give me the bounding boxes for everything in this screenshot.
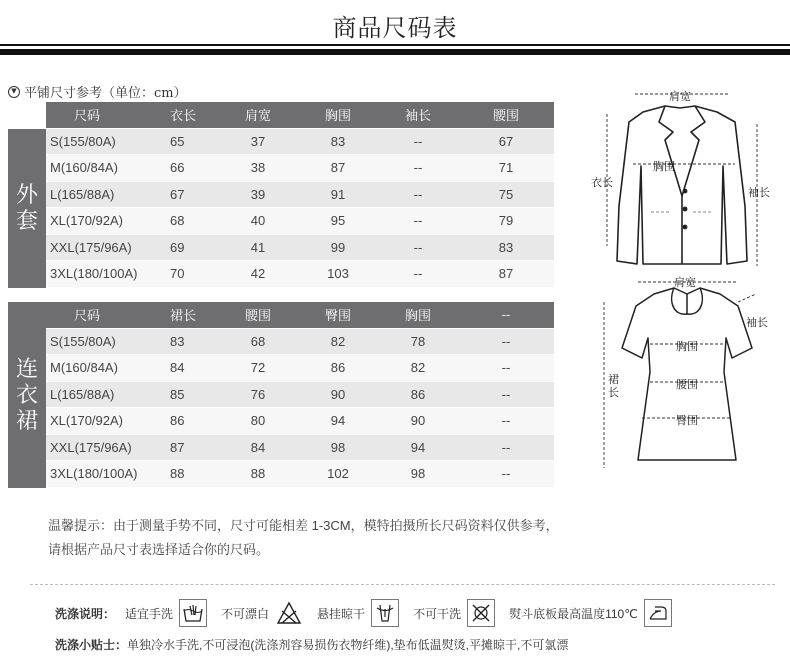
length-char: 裙 [608, 374, 619, 386]
care-item-label: 熨斗底板最高温度110℃ [509, 606, 638, 621]
table-cell: 67 [498, 133, 514, 149]
header-cell: 尺码 [74, 308, 101, 324]
no-bleach-icon [275, 599, 303, 627]
table-cell: -- [501, 386, 511, 402]
table-cell: 85 [170, 386, 185, 402]
sizing-note [48, 514, 559, 562]
table-cell: 87 [170, 439, 185, 455]
table-cell: 72 [250, 360, 266, 376]
table-cell: 86 [410, 386, 426, 402]
table-cell: 88 [170, 466, 185, 482]
dress-waist-label: 腰围 [676, 379, 698, 391]
table-cell: 82 [410, 360, 426, 376]
subheading-text: 平铺尺寸参考（单位：cm） [24, 86, 187, 101]
washing-tips [55, 636, 568, 653]
hang-dry-icon [371, 599, 399, 627]
dress-length-label [608, 374, 619, 400]
table-cell: 66 [170, 160, 185, 176]
table-cell: -- [501, 360, 511, 376]
table-cell: 103 [327, 266, 349, 282]
table-cell: 39 [250, 186, 266, 202]
table-cell: XL(170/92A) [50, 213, 123, 229]
note-line: 温馨提示：由于测量手势不同，尺寸可能相差 1-3CM，模特拍摄所长尺码资料仅供参考， [48, 518, 559, 533]
table-cell: -- [413, 213, 423, 229]
care-item-label: 不可干洗 [413, 606, 462, 621]
dress-size-section [8, 302, 554, 488]
table-cell: 82 [330, 333, 346, 349]
table-header-row [46, 302, 554, 329]
table-row [46, 129, 554, 156]
care-label: 洗涤说明： [55, 606, 116, 621]
note-line: 请根据产品尺寸表选择适合你的尺码。 [48, 542, 270, 557]
iron-icon [644, 599, 672, 627]
tips-text: 单独冷水手洗,不可浸泡(洗涤剂容易损伤衣物纤维),垫布低温熨烫,平摊晾干,不可氯漂 [127, 638, 569, 652]
table-cell: 37 [250, 133, 266, 149]
dress-sleeve-label: 袖长 [746, 317, 768, 329]
length-char: 长 [608, 387, 619, 399]
table-cell: 84 [170, 360, 185, 376]
unit-subheading [8, 82, 187, 101]
table-cell: 40 [250, 213, 266, 229]
chevron-down-icon: ▼ [8, 86, 20, 98]
table-cell: 69 [170, 239, 185, 255]
header-cell: 胸围 [324, 108, 351, 124]
jacket-size-table [46, 102, 554, 288]
table-cell: -- [413, 133, 423, 149]
table-row [46, 408, 554, 435]
table-cell: 78 [410, 333, 426, 349]
jacket-sleeve-label: 袖长 [748, 187, 770, 199]
label-char: 衣 [15, 382, 38, 407]
table-cell: -- [413, 266, 423, 282]
header-cell: 尺码 [74, 108, 101, 124]
table-cell: 95 [330, 213, 346, 229]
table-cell: 76 [250, 386, 266, 402]
table-cell: 83 [498, 239, 514, 255]
tips-label: 洗涤小贴士： [55, 638, 128, 652]
table-cell: 102 [327, 466, 349, 482]
jacket-section-label [8, 129, 46, 288]
table-cell: L(165/88A) [50, 186, 115, 202]
dress-shoulder-label: 肩宽 [674, 277, 696, 289]
table-cell: -- [501, 439, 511, 455]
care-item-label: 适宜手洗 [125, 606, 174, 621]
care-instructions [55, 598, 686, 628]
table-cell: 99 [330, 239, 346, 255]
table-cell: 94 [410, 439, 426, 455]
table-cell: S(155/80A) [50, 333, 116, 349]
table-cell: M(160/84A) [50, 160, 118, 176]
table-cell: 68 [250, 333, 266, 349]
table-cell: 83 [330, 133, 346, 149]
jacket-length-label: 衣长 [591, 177, 613, 189]
table-cell: 86 [330, 360, 346, 376]
table-cell: 75 [498, 186, 514, 202]
table-cell: 94 [330, 413, 346, 429]
header-cell: 胸围 [404, 308, 431, 324]
table-cell: -- [501, 466, 511, 482]
table-cell: 38 [250, 160, 266, 176]
table-cell: 90 [410, 413, 426, 429]
care-item-label: 悬挂晾干 [317, 606, 366, 621]
label-char: 裙 [15, 408, 38, 433]
title-divider-thick [0, 49, 790, 55]
table-cell: 67 [170, 186, 185, 202]
header-cell: 肩宽 [244, 108, 271, 124]
jacket-shoulder-label: 肩宽 [669, 91, 691, 103]
table-cell: 91 [330, 186, 346, 202]
no-dry-clean-icon [467, 599, 495, 627]
table-row [46, 235, 554, 262]
section-divider [30, 584, 775, 585]
table-cell: 65 [170, 133, 185, 149]
table-cell: M(160/84A) [50, 360, 118, 376]
header-cell: -- [501, 307, 511, 323]
table-cell: 3XL(180/100A) [50, 466, 138, 482]
hand-wash-icon [179, 599, 207, 627]
jacket-illustration [585, 86, 780, 276]
table-cell: 41 [250, 239, 266, 255]
table-row [46, 355, 554, 382]
dress-size-table [46, 302, 554, 488]
dress-measurement-diagram [598, 272, 778, 482]
table-cell: 86 [170, 413, 185, 429]
table-cell: -- [413, 186, 423, 202]
dress-bust-label: 胸围 [676, 341, 698, 353]
dress-section-label [8, 302, 46, 488]
table-cell: 70 [170, 266, 185, 282]
jacket-measurement-diagram [585, 86, 780, 276]
care-item-label: 不可漂白 [221, 606, 270, 621]
header-cell: 臀围 [324, 308, 351, 324]
page-title: 商品尺码表 [332, 15, 458, 42]
title-divider-thin [0, 44, 790, 46]
table-cell: -- [501, 333, 511, 349]
table-cell: 42 [250, 266, 266, 282]
header-cell: 裙长 [170, 308, 197, 324]
table-cell: S(155/80A) [50, 133, 116, 149]
table-cell: 68 [170, 213, 185, 229]
table-cell: -- [413, 239, 423, 255]
label-char: 套 [15, 208, 38, 233]
table-cell: L(165/88A) [50, 386, 115, 402]
jacket-bust-label: 胸围 [653, 161, 675, 173]
table-cell: XXL(175/96A) [50, 439, 132, 455]
table-cell: 79 [498, 213, 514, 229]
table-row [46, 435, 554, 462]
table-cell: XL(170/92A) [50, 413, 123, 429]
table-header-row [46, 102, 554, 129]
table-cell: -- [501, 413, 511, 429]
table-cell: 71 [498, 160, 514, 176]
table-row [46, 461, 554, 488]
table-cell: XXL(175/96A) [50, 239, 132, 255]
table-cell: 80 [250, 413, 266, 429]
header-cell: 腰围 [244, 308, 271, 324]
dress-hip-label: 臀围 [676, 415, 698, 427]
table-cell: 98 [410, 466, 426, 482]
table-row [46, 261, 554, 288]
jacket-size-section [8, 102, 554, 282]
header-cell: 袖长 [404, 108, 431, 124]
table-cell: 87 [330, 160, 346, 176]
table-row [46, 382, 554, 409]
label-char: 连 [15, 356, 38, 381]
table-cell: 84 [250, 439, 266, 455]
header-cell: 腰围 [492, 108, 519, 124]
table-cell: -- [413, 160, 423, 176]
table-cell: 98 [330, 439, 346, 455]
table-cell: 87 [498, 266, 514, 282]
table-row [46, 329, 554, 356]
table-cell: 88 [250, 466, 266, 482]
table-cell: 3XL(180/100A) [50, 266, 138, 282]
table-row [46, 182, 554, 209]
label-char: 外 [15, 182, 38, 207]
table-cell: 90 [330, 386, 346, 402]
header-cell: 衣长 [170, 108, 197, 124]
table-row [46, 155, 554, 182]
table-row [46, 208, 554, 235]
table-cell: 83 [170, 333, 185, 349]
